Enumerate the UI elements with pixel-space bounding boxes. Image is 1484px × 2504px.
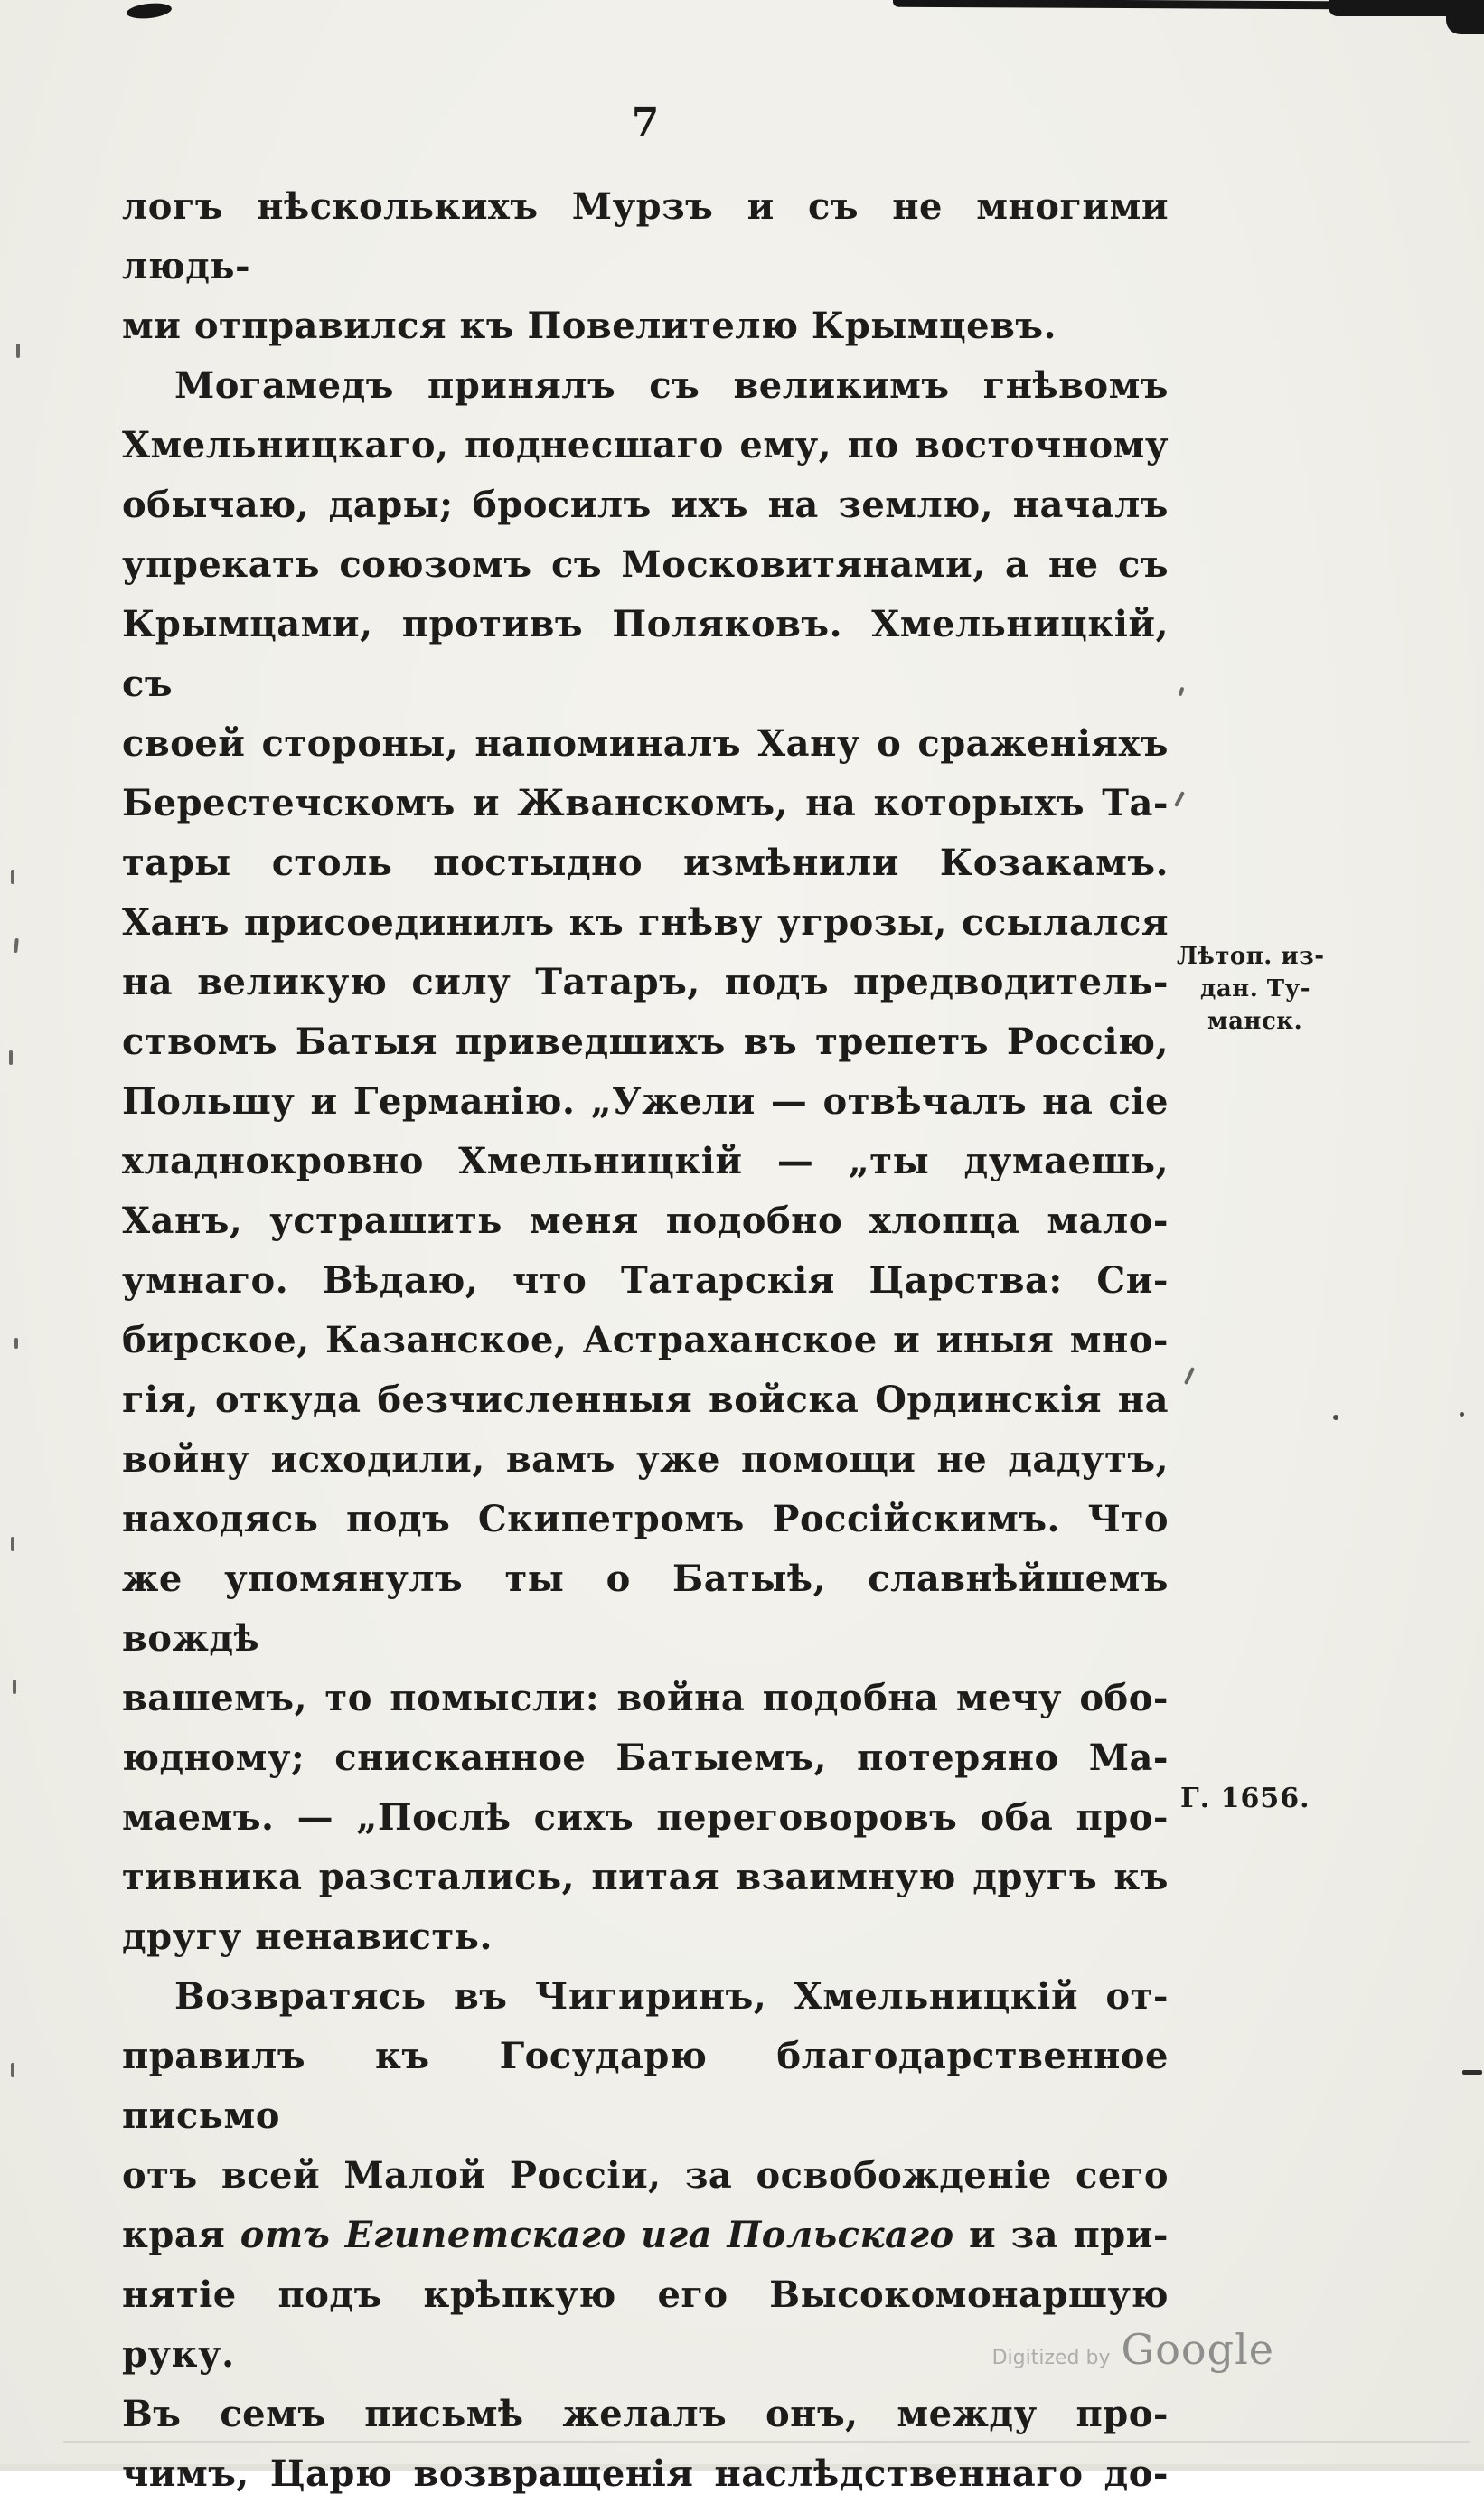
scan-artifact-top-left-blob [126, 1, 172, 20]
text-line: тары столь постыдно измѣнили Козакамъ. [122, 842, 1169, 884]
text-line: умнаго. Вѣдаю, что Татарскія Царства: Си- [122, 1259, 1169, 1302]
text-line: ми отправился къ Повелителю Крымцевъ. [122, 305, 1057, 347]
text-line: упрекать союзомъ съ Московитянами, а не съ [122, 543, 1169, 586]
scan-artifact-tick [14, 938, 19, 953]
italic-phrase: отъ Египетскаго ига Польскаго [240, 2214, 954, 2256]
text-line: Польшу и Германію. „Ужели — отвѣчалъ на сіе [122, 1080, 1169, 1123]
text-line: Ханъ присоединилъ къ гнѣву угрозы, ссылался [122, 901, 1169, 944]
text-line: Ханъ, устрашить меня подобно хлопца мало- [122, 1200, 1169, 1242]
text-line: логъ нѣсколькихъ Мурзъ и съ не многими людь- [122, 185, 1169, 287]
scan-artifact-tick [11, 1537, 14, 1551]
scan-artifact-speck [1184, 1367, 1195, 1385]
text-line: вашемъ, то помысли: война подобна мечу обо- [122, 1677, 1169, 1719]
text-line: на великую силу Татаръ, подъ предводитель- [122, 961, 1169, 1003]
scan-artifact-tick [11, 2063, 14, 2077]
text-line: Въ семъ письмѣ желалъ онъ, между про- [122, 2393, 1169, 2435]
text-line: чимъ, Царю возвращенія наслѣдственнаго до- [122, 2452, 1169, 2495]
text-line: маемъ. — „Послѣ сихъ переговоровъ оба про- [122, 1796, 1169, 1839]
scan-artifact-speck [1174, 791, 1185, 807]
text-line: гія, откуда безчисленныя войска Ординскія на [122, 1379, 1169, 1421]
scan-artifact-tick [16, 344, 20, 358]
text-line: ствомъ Батыя приведшихъ въ трепетъ Россію, [122, 1021, 1169, 1063]
text-line: войну исходили, вамъ уже помощи не дадутъ, [122, 1438, 1169, 1481]
margin-note-line: дан. Ту- [1200, 975, 1311, 1003]
scan-artifact-top-strip [893, 0, 1349, 9]
scan-artifact-tick [14, 1338, 18, 1349]
text-line: края отъ Египетскаго ига Польскаго и за при- [122, 2214, 1169, 2256]
text-line: Возвратясь въ Чигиринъ, Хмельницкій от- [174, 1975, 1169, 2018]
digitization-credit [992, 2325, 1274, 2374]
margin-note-source [1177, 940, 1385, 1038]
scan-artifact-tick [11, 870, 14, 884]
google-logo: Google [1121, 2325, 1274, 2374]
digitized-by-label: Digitized by [991, 2347, 1111, 2369]
text-line: Крымцами, противъ Поляковъ. Хмельницкій, съ [122, 603, 1169, 705]
text-line: Берестечскомъ и Жванскомъ, на которыхъ Та- [122, 782, 1169, 824]
text-line: своей стороны, напоминалъ Хану о сраженіяхъ [122, 722, 1169, 765]
scan-artifact-dash [1462, 2070, 1482, 2075]
text-line: хладнокровно Хмельницкій — „ты думаешь, [122, 1140, 1169, 1182]
page-number: 7 [631, 99, 660, 146]
scan-artifact-dot [1460, 1412, 1464, 1417]
scan-artifact-dot [1333, 1415, 1338, 1420]
text-line: тивника разстались, питая взаимную другъ къ [122, 1856, 1169, 1898]
text-line: же упомянулъ ты о Батыѣ, славнѣйшемъ вождѣ [122, 1558, 1169, 1660]
text-line: Могамедъ принялъ съ великимъ гнѣвомъ [174, 364, 1169, 407]
margin-note-year: Г. 1656. [1180, 1783, 1310, 1814]
text-line: другу ненависть. [122, 1916, 493, 1958]
text-line: Хмельницкаго, поднесшаго ему, по восточному [122, 424, 1169, 466]
text-line: нятіе подъ крѣпкую его Высокомонаршую руку. [122, 2273, 1169, 2376]
text-block [122, 177, 1169, 2504]
margin-note-line: Лѣтоп. из- [1177, 943, 1325, 970]
scan-artifact-tick [13, 1680, 16, 1694]
text-line: правилъ къ Государю благодарственное письмо [122, 2035, 1169, 2137]
text-line: бирское, Казанское, Астраханское и иныя мно- [122, 1319, 1169, 1361]
text-line: отъ всей Малой Россіи, за освобожденіе сего [122, 2154, 1169, 2197]
text-line: обычаю, дары; бросилъ ихъ на землю, началъ [122, 484, 1169, 526]
text-line: находясь подъ Скипетромъ Россійскимъ. Что [122, 1498, 1169, 1540]
margin-note-line: манск. [1207, 1008, 1303, 1035]
scan-artifact-corner-blob [1446, 0, 1484, 34]
scan-artifact-speck [1179, 687, 1185, 697]
text-line: юдному; снисканное Батыемъ, потеряно Ма- [122, 1737, 1169, 1779]
scan-artifact-tick [9, 1050, 13, 1065]
